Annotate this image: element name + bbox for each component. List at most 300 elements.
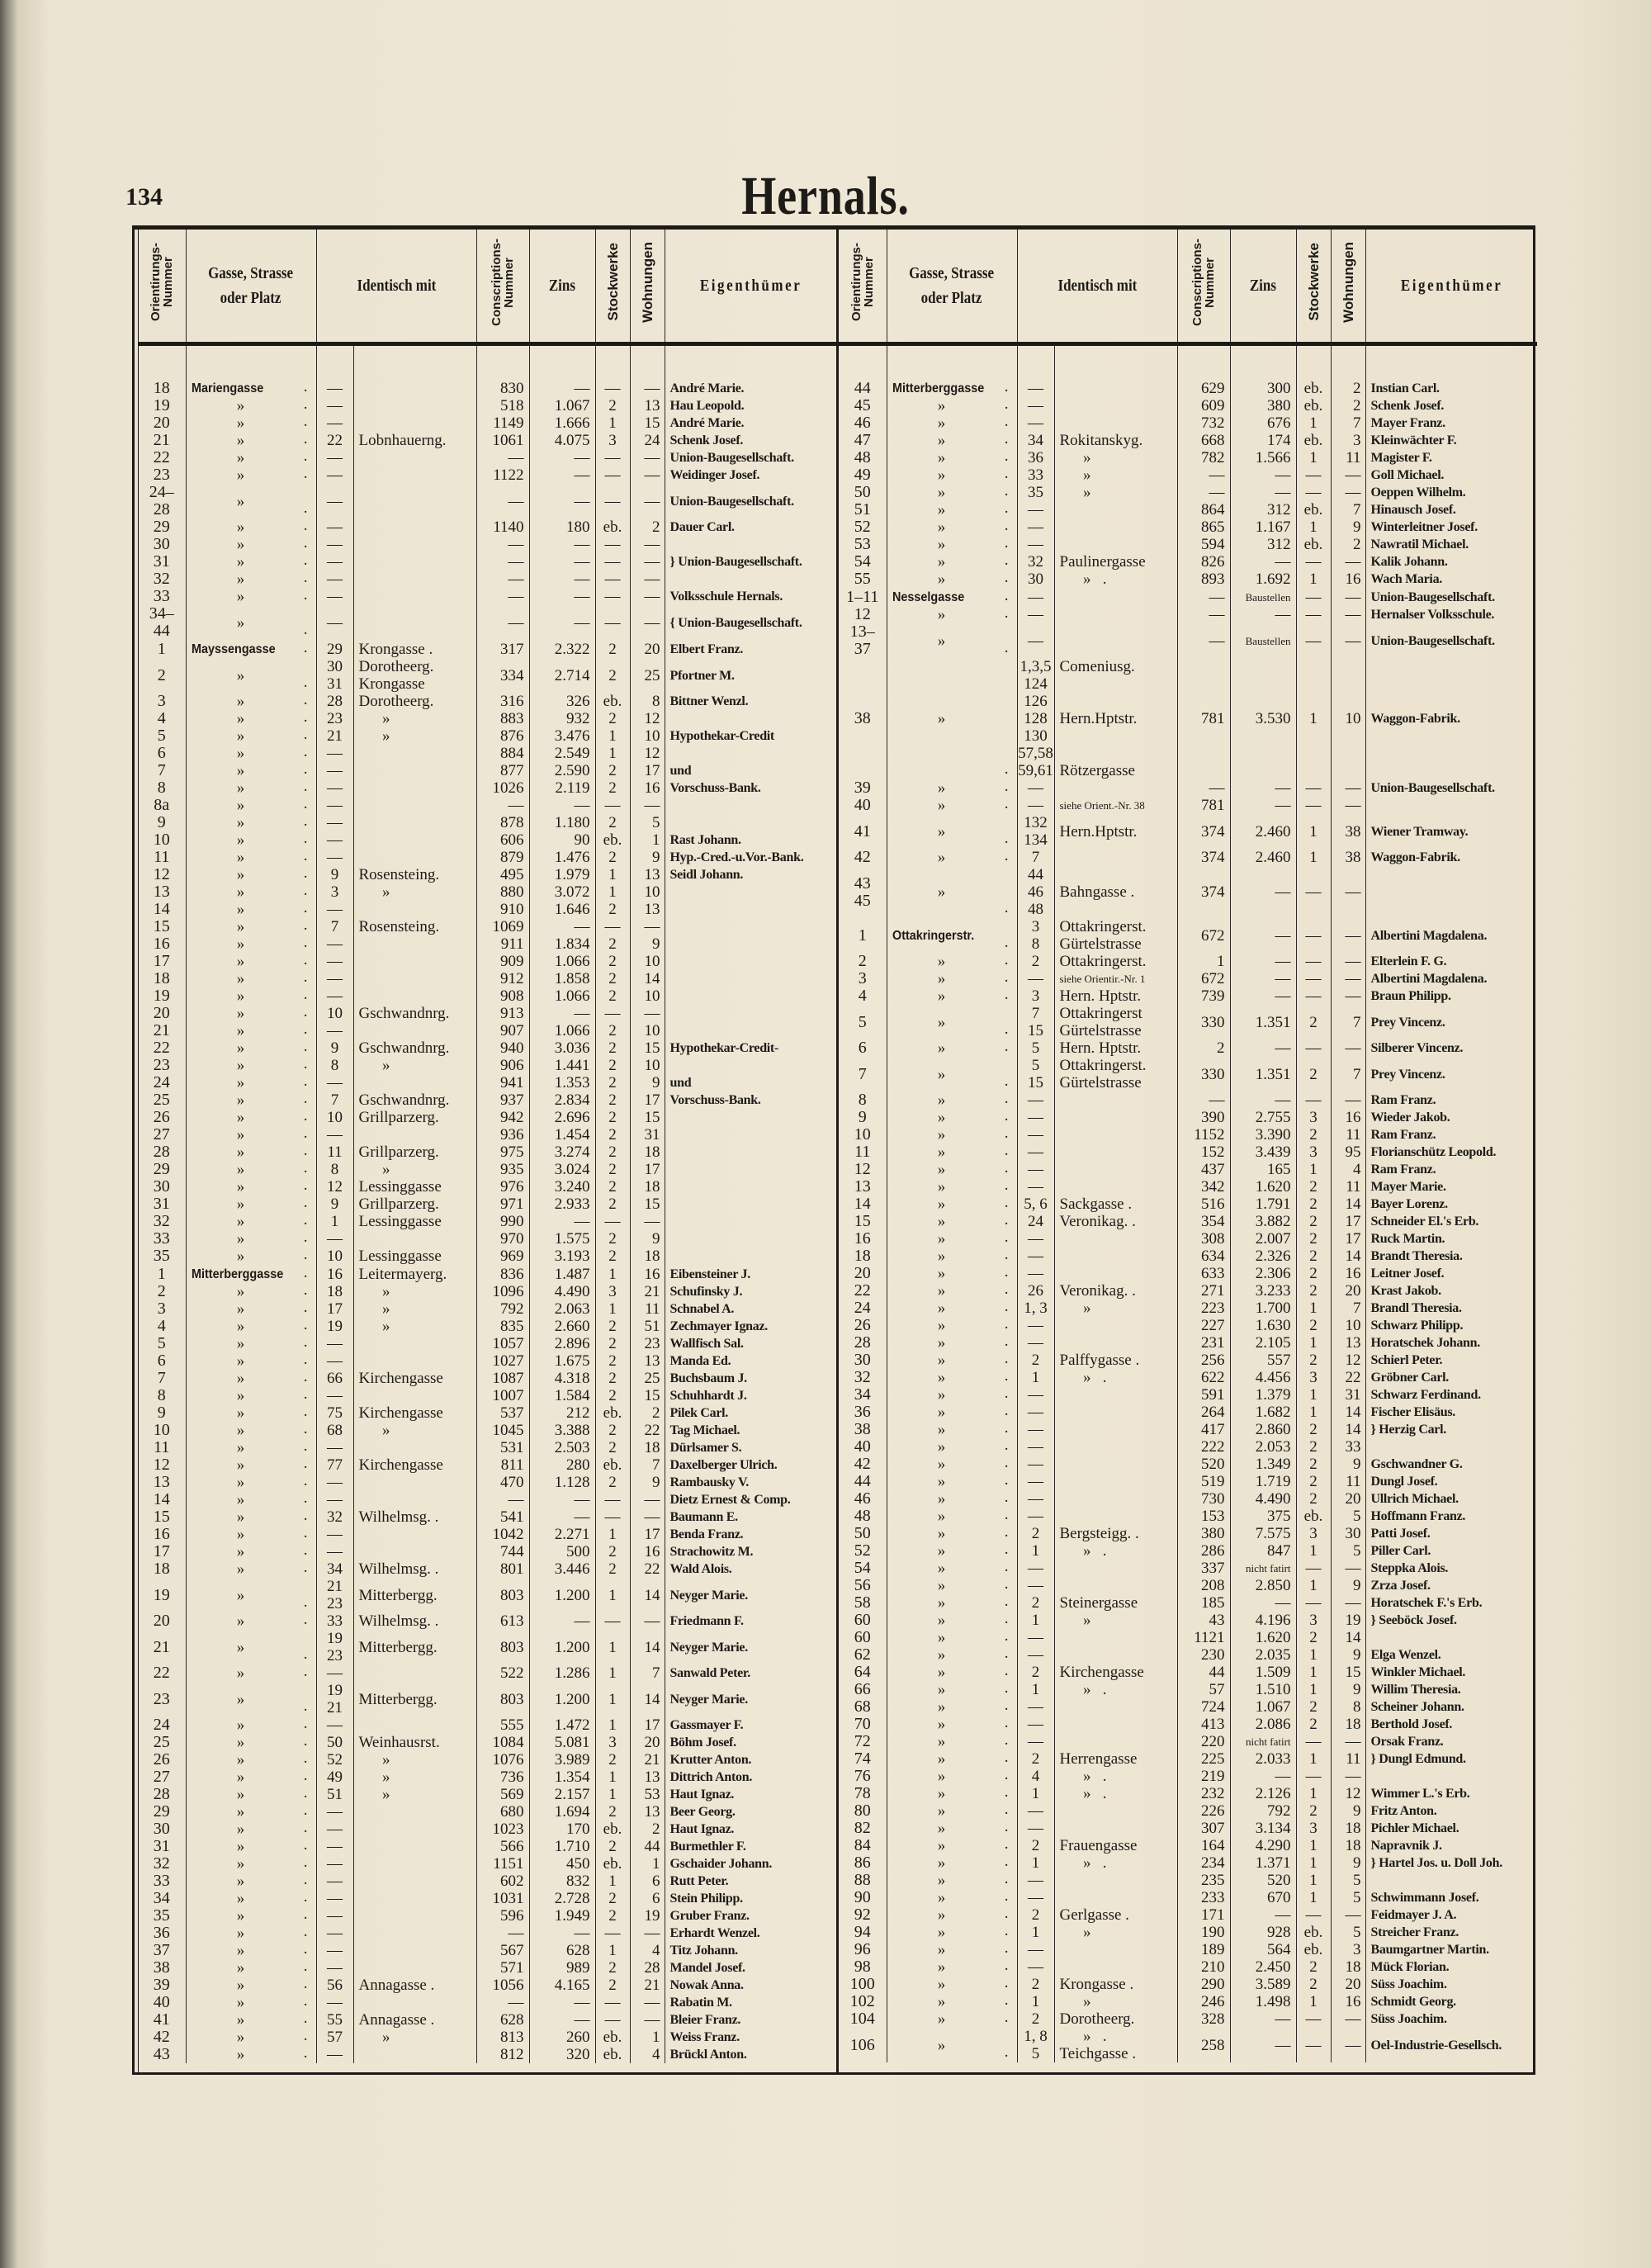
- cell-orientirungs-nr: 30: [153, 1178, 170, 1196]
- cell-conscriptions-nr: 1152: [1177, 1126, 1230, 1143]
- cell-orientirungs-nr: 8: [157, 1387, 166, 1404]
- cell-identisch-gasse: [353, 849, 476, 866]
- cell-identisch-gasse: [353, 466, 476, 484]
- cell-stockwerke: 2: [595, 935, 630, 953]
- table-row: [138, 745, 836, 762]
- cell-identisch-gasse: Rokitanskyg.: [1054, 432, 1177, 449]
- cell-conscriptions-nr: 1149: [476, 414, 529, 432]
- cell-identisch-gasse: Lessinggasse: [353, 1213, 476, 1230]
- cell-zins: 2.896: [529, 1335, 595, 1352]
- table-row: [839, 814, 1537, 849]
- cell-orientirungs-nr: 4: [157, 710, 166, 727]
- cell-eigenthuemer: Prey Vincenz.: [1365, 1005, 1537, 1039]
- cell-stockwerke: eb.: [595, 2029, 630, 2046]
- cell-zins: —: [529, 466, 595, 484]
- ditto-mark: »: [236, 1959, 245, 1977]
- cell-identisch-gasse: Veronikag. .: [1054, 1213, 1177, 1230]
- cell-gasse: [887, 1213, 1017, 1230]
- ditto-mark: »: [236, 1803, 245, 1821]
- cell-wohnungen: 12: [1331, 1352, 1365, 1369]
- table-row: [138, 866, 836, 883]
- cell-orientirungs-nr: 31: [153, 1196, 170, 1213]
- cell-stockwerke: —: [595, 1491, 630, 1508]
- cell-orientirungs-nr: 2: [157, 665, 166, 684]
- table-row: [138, 2029, 836, 2046]
- table-row: [138, 1578, 836, 1612]
- cell-identisch-gasse: Mitterbergg.: [353, 1630, 476, 1664]
- cell-eigenthuemer: André Marie.: [665, 414, 836, 432]
- cell-conscriptions-nr: 940: [476, 1039, 529, 1057]
- cell-stockwerke: 2: [1296, 1005, 1331, 1039]
- ditto-mark: »: [236, 1586, 245, 1604]
- cell-zins: —: [1230, 2028, 1296, 2062]
- cell-stockwerke: 1: [595, 745, 630, 762]
- table-row: [138, 1664, 836, 1682]
- cell-wohnungen: 7: [630, 1664, 665, 1682]
- cell-stockwerke: 2: [1296, 1248, 1331, 1265]
- cell-identisch-gasse: [1054, 1091, 1177, 1109]
- cell-conscriptions-nr: 908: [476, 987, 529, 1005]
- cell-identisch-gasse: [1054, 379, 1177, 397]
- table-row: [138, 1213, 836, 1230]
- cell-identisch-nr: —: [316, 1942, 353, 1959]
- table-row: [138, 640, 836, 658]
- cell-gasse: [887, 1993, 1017, 2010]
- table-row: [138, 414, 836, 432]
- header-eigenthuemer: Eigenthümer: [1365, 230, 1537, 344]
- cell-zins: 1.719: [1230, 1473, 1296, 1490]
- cell-orientirungs-nr: 6: [157, 745, 166, 762]
- cell-wohnungen: 13: [1331, 1334, 1365, 1352]
- cell-zins: Baustellen: [1230, 623, 1296, 658]
- cell-gasse: [186, 1265, 316, 1283]
- cell-gasse: [186, 379, 316, 397]
- cell-stockwerke: 2: [595, 1057, 630, 1074]
- cell-identisch-gasse: [353, 1664, 476, 1682]
- cell-wohnungen: 2: [1331, 397, 1365, 414]
- cell-identisch-gasse: [1054, 1490, 1177, 1508]
- cell-conscriptions-nr: 522: [476, 1664, 529, 1682]
- cell-stockwerke: —: [1296, 970, 1331, 987]
- cell-wohnungen: 17: [1331, 1213, 1365, 1230]
- cell-zins: 932: [529, 710, 595, 727]
- cell-identisch-nr: —: [316, 414, 353, 432]
- cell-zins: —: [1230, 2010, 1296, 2028]
- cell-eigenthuemer: Wald Alois.: [665, 1560, 836, 1578]
- cell-identisch-gasse: Grillparzerg.: [353, 1143, 476, 1161]
- cell-zins: —: [1230, 970, 1296, 987]
- ditto-mark: »: [937, 1386, 946, 1404]
- table-row: [839, 1404, 1537, 1421]
- cell-identisch-nr: —: [1017, 1265, 1054, 1282]
- cell-gasse: [186, 449, 316, 466]
- cell-stockwerke: 3: [1296, 1369, 1331, 1386]
- cell-identisch-gasse: »: [1054, 1993, 1177, 2010]
- table-row: [138, 1803, 836, 1821]
- ditto-mark: »: [236, 449, 245, 466]
- cell-eigenthuemer: [665, 970, 836, 987]
- cell-stockwerke: —: [1296, 553, 1331, 571]
- cell-identisch-nr: —: [316, 518, 353, 536]
- cell-wohnungen: 18: [1331, 1716, 1365, 1733]
- cell-eigenthuemer: Rast Johann.: [665, 831, 836, 849]
- cell-gasse: [887, 797, 1017, 814]
- cell-wohnungen: 31: [630, 1126, 665, 1143]
- header-identisch-mit: Identisch mit: [316, 230, 476, 344]
- cell-gasse: [887, 1091, 1017, 1109]
- cell-wohnungen: 13: [630, 1768, 665, 1786]
- cell-identisch-gasse: » . Teichgasse .: [1054, 2028, 1177, 2062]
- cell-identisch-gasse: »: [353, 727, 476, 745]
- cell-eigenthuemer: Zechmayer Ignaz.: [665, 1318, 836, 1335]
- cell-eigenthuemer: Dungl Josef.: [1365, 1473, 1537, 1490]
- cell-gasse: [887, 1248, 1017, 1265]
- cell-zins: nicht fatirt: [1230, 1560, 1296, 1577]
- cell-conscriptions-nr: —: [476, 449, 529, 466]
- cell-wohnungen: 15: [630, 1196, 665, 1213]
- cell-conscriptions-nr: 1045: [476, 1422, 529, 1439]
- cell-gasse: [186, 1821, 316, 1838]
- cell-identisch-nr: —: [316, 970, 353, 987]
- cell-stockwerke: 1: [595, 883, 630, 901]
- cell-gasse: [186, 414, 316, 432]
- cell-conscriptions-nr: 622: [1177, 1369, 1230, 1386]
- cell-identisch-gasse: Grillparzerg.: [353, 1109, 476, 1126]
- cell-identisch-gasse: »: [353, 1422, 476, 1439]
- cell-gasse: [887, 1681, 1017, 1698]
- cell-zins: 3.446: [529, 1560, 595, 1578]
- table-row: [138, 449, 836, 466]
- cell-gasse: [186, 1491, 316, 1508]
- ditto-mark: »: [236, 1022, 245, 1039]
- cell-gasse: [887, 1300, 1017, 1317]
- cell-eigenthuemer: Titz Johann.: [665, 1942, 836, 1959]
- cell-conscriptions-nr: 171: [1177, 1906, 1230, 1924]
- cell-identisch-nr: —: [316, 571, 353, 588]
- cell-wohnungen: 21: [630, 1977, 665, 1994]
- table-row: [138, 1161, 836, 1178]
- cell-gasse: [887, 1577, 1017, 1594]
- cell-conscriptions-nr: 1140: [476, 518, 529, 536]
- cell-conscriptions-nr: 976: [476, 1178, 529, 1196]
- cell-identisch-gasse: Palffygasse .: [1054, 1352, 1177, 1369]
- table-row: [138, 970, 836, 987]
- cell-conscriptions-nr: 470: [476, 1474, 529, 1491]
- cell-gasse: [186, 814, 316, 831]
- cell-orientirungs-nr: 86: [854, 1854, 871, 1872]
- cell-identisch-gasse: [353, 1907, 476, 1925]
- cell-gasse: [186, 432, 316, 449]
- ditto-mark: »: [937, 1109, 946, 1126]
- table-row: [839, 1473, 1537, 1490]
- cell-orientirungs-nr: 14: [153, 901, 170, 918]
- table-row: [839, 1265, 1537, 1282]
- cell-identisch-gasse: [1054, 1629, 1177, 1646]
- cell-zins: —: [1230, 866, 1296, 918]
- cell-wohnungen: —: [630, 1925, 665, 1942]
- cell-gasse: [887, 953, 1017, 970]
- cell-identisch-nr: 1: [316, 1213, 353, 1230]
- table-row: [839, 1508, 1537, 1525]
- cell-wohnungen: 17: [630, 1526, 665, 1543]
- cell-stockwerke: 1: [1296, 1300, 1331, 1317]
- cell-wohnungen: —: [1331, 1594, 1365, 1612]
- cell-eigenthuemer: Albertini Magdalena.: [1365, 918, 1537, 953]
- cell-identisch-gasse: »: [353, 883, 476, 901]
- cell-conscriptions-nr: —: [476, 1994, 529, 2011]
- cell-identisch-nr: —: [316, 901, 353, 918]
- cell-gasse: [186, 1318, 316, 1335]
- cell-identisch-gasse: [353, 1855, 476, 1873]
- cell-eigenthuemer: Brandl Theresia.: [1365, 1300, 1537, 1317]
- ditto-mark: »: [236, 414, 245, 432]
- cell-wohnungen: 14: [1331, 1421, 1365, 1438]
- cell-gasse: [186, 1283, 316, 1300]
- cell-zins: 1.167: [1230, 518, 1296, 536]
- cell-stockwerke: 2: [1296, 1456, 1331, 1473]
- cell-identisch-gasse: »: [353, 2029, 476, 2046]
- cell-stockwerke: —: [1296, 466, 1331, 484]
- cell-conscriptions-nr: 226: [1177, 1802, 1230, 1820]
- cell-eigenthuemer: Bleier Franz.: [665, 2011, 836, 2029]
- table-row: [138, 1109, 836, 1126]
- cell-wohnungen: —: [1331, 1560, 1365, 1577]
- cell-eigenthuemer: [665, 814, 836, 831]
- ditto-mark: »: [937, 1178, 946, 1196]
- cell-identisch-gasse: [1054, 1161, 1177, 1178]
- cell-identisch-gasse: » .: [1054, 1785, 1177, 1802]
- cell-orientirungs-nr: 39: [854, 779, 871, 797]
- cell-identisch-nr: —: [316, 1022, 353, 1039]
- cell-identisch-nr: —: [316, 1543, 353, 1560]
- cell-identisch-gasse: [353, 1803, 476, 1821]
- cell-wohnungen: —: [630, 1213, 665, 1230]
- cell-identisch-gasse: Veronikag. .: [1054, 1282, 1177, 1300]
- cell-eigenthuemer: [665, 1126, 836, 1143]
- cell-identisch-nr: —: [316, 1716, 353, 1734]
- table-row: [839, 1126, 1537, 1143]
- cell-orientirungs-nr: 1–11: [846, 588, 879, 606]
- cell-stockwerke: —: [1296, 918, 1331, 953]
- ditto-mark: »: [937, 1716, 946, 1733]
- cell-eigenthuemer: Albertini Magdalena.: [1365, 970, 1537, 987]
- cell-wohnungen: 19: [1331, 1612, 1365, 1629]
- cell-conscriptions-nr: 246: [1177, 1993, 1230, 2010]
- cell-stockwerke: 2: [1296, 1230, 1331, 1248]
- cell-conscriptions-nr: 380: [1177, 1525, 1230, 1542]
- cell-conscriptions-nr: 495: [476, 866, 529, 883]
- ditto-mark: »: [236, 953, 245, 970]
- ditto-mark: »: [937, 1525, 946, 1542]
- cell-wohnungen: 14: [630, 970, 665, 987]
- table-row: [839, 1681, 1537, 1698]
- cell-eigenthuemer: Pichler Michael.: [1365, 1820, 1537, 1837]
- table-row: [839, 1300, 1537, 1317]
- table-row: [839, 484, 1537, 501]
- cell-gasse: [186, 1161, 316, 1178]
- cell-conscriptions-nr: 781: [1177, 797, 1230, 814]
- table-row: [138, 571, 836, 588]
- table-row: [839, 1889, 1537, 1906]
- cell-conscriptions-nr: 672: [1177, 918, 1230, 953]
- cell-zins: 1.646: [529, 901, 595, 918]
- cell-stockwerke: 1: [1296, 1404, 1331, 1421]
- ditto-mark: »: [937, 1924, 946, 1941]
- cell-identisch-nr: —: [1017, 797, 1054, 814]
- cell-eigenthuemer: [1365, 1768, 1537, 1785]
- cell-stockwerke: —: [595, 918, 630, 935]
- cell-identisch-nr: —: [316, 588, 353, 605]
- table-row: [839, 623, 1537, 658]
- cell-zins: —: [529, 1925, 595, 1942]
- cell-identisch-gasse: Kirchengasse: [1054, 1664, 1177, 1681]
- cell-stockwerke: 2: [595, 1126, 630, 1143]
- cell-orientirungs-nr: 33: [153, 1873, 170, 1890]
- cell-conscriptions-nr: 803: [476, 1578, 529, 1612]
- cell-conscriptions-nr: 264: [1177, 1404, 1230, 1421]
- cell-zins: 3.024: [529, 1161, 595, 1178]
- table-row: [839, 1958, 1537, 1976]
- cell-orientirungs-nr: 5: [157, 1335, 166, 1352]
- cell-conscriptions-nr: 516: [1177, 1196, 1230, 1213]
- cell-identisch-gasse: »: [353, 1057, 476, 1074]
- cell-wohnungen: 6: [630, 1890, 665, 1907]
- cell-zins: 3.476: [529, 727, 595, 745]
- cell-orientirungs-nr: 31: [153, 553, 170, 571]
- cell-identisch-nr: 55: [316, 2011, 353, 2029]
- cell-zins: 4.318: [529, 1370, 595, 1387]
- ditto-mark: »: [937, 1681, 946, 1698]
- cell-conscriptions-nr: 812: [476, 2046, 529, 2063]
- cell-wohnungen: 2: [1331, 379, 1365, 397]
- cell-eigenthuemer: Berthold Josef.: [1365, 1716, 1537, 1733]
- cell-zins: —: [529, 797, 595, 814]
- cell-identisch-gasse: Gerlgasse .: [1054, 1906, 1177, 1924]
- cell-eigenthuemer: Piller Carl.: [1365, 1542, 1537, 1560]
- ditto-mark: »: [937, 1248, 946, 1265]
- cell-wohnungen: 7: [630, 1456, 665, 1474]
- cell-identisch-nr: —: [316, 935, 353, 953]
- cell-zins: 450: [529, 1855, 595, 1873]
- table-row: [839, 1785, 1537, 1802]
- cell-eigenthuemer: Süss Joachim.: [1365, 1976, 1537, 1993]
- ditto-mark: »: [937, 1143, 946, 1161]
- cell-zins: 628: [529, 1942, 595, 1959]
- cell-wohnungen: —: [630, 918, 665, 935]
- cell-gasse: [186, 987, 316, 1005]
- cell-zins: 2.119: [529, 779, 595, 797]
- cell-wohnungen: 12: [1331, 1785, 1365, 1802]
- cell-identisch-nr: —: [1017, 970, 1054, 987]
- cell-wohnungen: 4: [630, 2046, 665, 2063]
- cell-stockwerke: 2: [1296, 1213, 1331, 1230]
- table-row: [839, 414, 1537, 432]
- cell-orientirungs-nr: 42: [854, 1456, 871, 1473]
- cell-wohnungen: —: [1331, 1091, 1365, 1109]
- cell-stockwerke: 1: [595, 727, 630, 745]
- cell-identisch-gasse: » .: [1054, 1681, 1177, 1698]
- cell-zins: —: [1230, 1091, 1296, 1109]
- cell-wohnungen: 23: [630, 1335, 665, 1352]
- cell-wohnungen: 5: [1331, 1872, 1365, 1889]
- cell-stockwerke: 3: [1296, 1612, 1331, 1629]
- table-row: [839, 1594, 1537, 1612]
- cell-zins: 1.858: [529, 970, 595, 987]
- cell-stockwerke: —: [1296, 987, 1331, 1005]
- cell-gasse: [887, 1941, 1017, 1958]
- cell-eigenthuemer: Schnabel A.: [665, 1300, 836, 1318]
- cell-eigenthuemer: [665, 571, 836, 588]
- cell-zins: 3.589: [1230, 1976, 1296, 1993]
- ditto-mark: »: [937, 1013, 946, 1031]
- cell-zins: —: [1230, 606, 1296, 623]
- ditto-mark: »: [236, 849, 245, 866]
- ditto-mark: »: [937, 1958, 946, 1976]
- cell-stockwerke: 3: [595, 432, 630, 449]
- ditto-mark: »: [236, 397, 245, 414]
- cell-identisch-gasse: [353, 970, 476, 987]
- cell-zins: 847: [1230, 1542, 1296, 1560]
- cell-gasse: [887, 536, 1017, 553]
- cell-zins: —: [1230, 797, 1296, 814]
- cell-eigenthuemer: [665, 1213, 836, 1230]
- cell-identisch-gasse: »: [353, 1283, 476, 1300]
- table-row: [138, 1300, 836, 1318]
- cell-orientirungs-nr: 33: [153, 1230, 170, 1248]
- table-row: [138, 797, 836, 814]
- ditto-mark: »: [937, 2036, 946, 2054]
- cell-stockwerke: —: [595, 536, 630, 553]
- cell-wohnungen: 17: [630, 762, 665, 779]
- cell-identisch-nr: 1: [1017, 1924, 1054, 1941]
- cell-stockwerke: —: [595, 1612, 630, 1630]
- ditto-mark: »: [236, 1474, 245, 1491]
- cell-wohnungen: 9: [1331, 1681, 1365, 1698]
- cell-eigenthuemer: [665, 745, 836, 762]
- cell-orientirungs-nr: 10: [153, 831, 170, 849]
- cell-orientirungs-nr: 20: [153, 1005, 170, 1022]
- cell-identisch-nr: 7 15: [1017, 1005, 1054, 1039]
- table-row: [839, 1646, 1537, 1664]
- cell-zins: 1.472: [529, 1716, 595, 1734]
- cell-identisch-gasse: »: [353, 1786, 476, 1803]
- cell-gasse: [887, 588, 1017, 606]
- cell-eigenthuemer: Leitner Josef.: [1365, 1265, 1537, 1282]
- cell-orientirungs-nr: 23: [153, 466, 170, 484]
- cell-stockwerke: 2: [595, 1109, 630, 1126]
- cell-identisch-gasse: Kirchengasse: [353, 1456, 476, 1474]
- ditto-mark: »: [937, 1646, 946, 1664]
- cell-gasse: [186, 1370, 316, 1387]
- cell-conscriptions-nr: —: [1177, 466, 1230, 484]
- cell-identisch-gasse: Bahngasse .: [1054, 866, 1177, 918]
- cell-wohnungen: —: [630, 797, 665, 814]
- cell-zins: 832: [529, 1873, 595, 1890]
- cell-orientirungs-nr: 18: [153, 970, 170, 987]
- table-row: [138, 1057, 836, 1074]
- cell-wohnungen: —: [1331, 1906, 1365, 1924]
- cell-identisch-nr: —: [1017, 1716, 1054, 1733]
- ditto-mark: »: [236, 797, 245, 814]
- table-row: [138, 1508, 836, 1526]
- cell-eigenthuemer: [665, 1248, 836, 1265]
- cell-stockwerke: eb.: [595, 1456, 630, 1474]
- table-row: [138, 1196, 836, 1213]
- cell-identisch-nr: —: [316, 953, 353, 970]
- table-row: [839, 397, 1537, 414]
- cell-eigenthuemer: Dürlsamer S.: [665, 1439, 836, 1456]
- header-row: [839, 230, 1537, 344]
